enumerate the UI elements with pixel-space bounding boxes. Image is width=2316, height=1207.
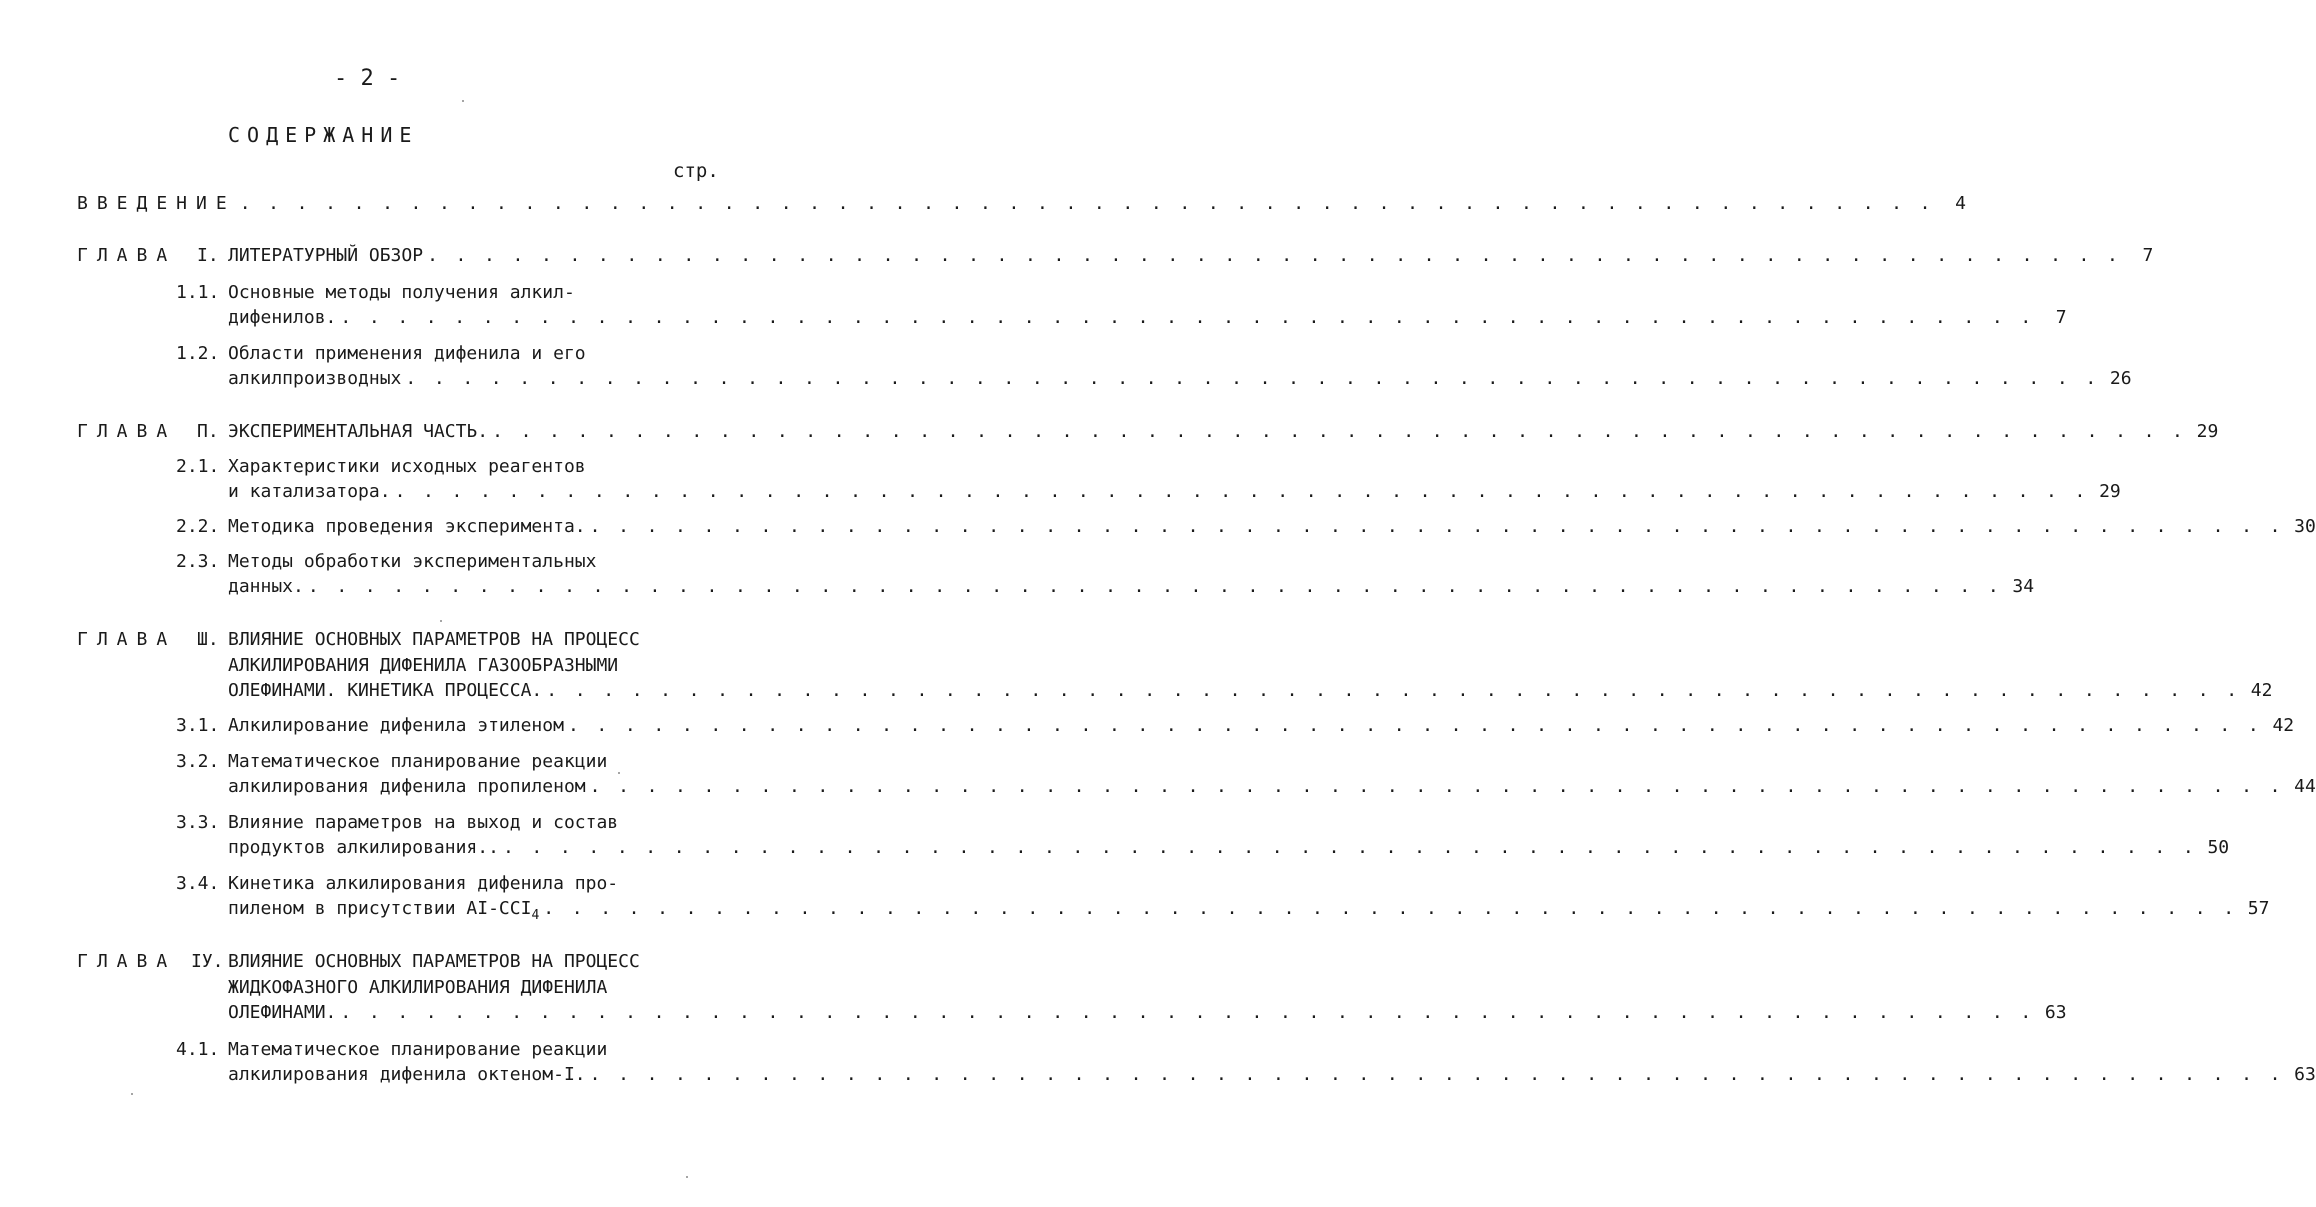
toc-intro-row <box>77 193 1966 219</box>
section-3-4-page: 57 <box>2247 898 2270 919</box>
scan-speck <box>131 1093 133 1095</box>
leader-dots: . . . . . . . . . . . . . . . . . . . . . . . . . . . . . . . . . . . . . . . . . . . . . . . . . . . . . . . . . . . . <box>567 715 2263 736</box>
section-3-4-line-2: пиленом в присутствии AI-CCI <box>228 898 532 919</box>
section-2-1-line-1: Характеристики исходных реагентов <box>228 456 586 477</box>
scan-speck <box>618 772 620 774</box>
section-3-3-line-1: Влияние параметров на выход и состав <box>228 812 619 833</box>
section-1-1-row <box>228 307 2067 333</box>
section-3-3-number: 3.3. <box>176 812 220 833</box>
section-3-1-number: 3.1. <box>176 715 220 736</box>
leader-dots: . . . . . . . . . . . . . . . . . . . . . . . . . . . . . . . . . . . . . . . . . . . . . . . . . . . . . . . . . . . . <box>589 1064 2284 1085</box>
section-2-2-line-1: Методика проведения эксперимента. <box>228 516 586 537</box>
leader-dots: . . . . . . . . . . . . . . . . . . . . . . . . . . . . . . . . . . . . . . . . . . . . . . . . . . . . . . . . . . . . <box>340 307 2035 328</box>
leader-dots: . . . . . . . . . . . . . . . . . . . . . . . . . . . . . . . . . . . . . . . . . . . . . . . . . . . . . . . . . . . . <box>394 481 2089 502</box>
subscript: 4 <box>531 908 540 923</box>
chapter-4-title-line-2: ЖИДКОФАЗНОГО АЛКИЛИРОВАНИЯ ДИФЕНИЛА <box>228 977 608 998</box>
section-3-4-row <box>228 898 2270 924</box>
chapter-2-title: ЭКСПЕРИМЕНТАЛЬНАЯ ЧАСТЬ. <box>228 421 489 442</box>
leader-dots: . . . . . . . . . . . . . . . . . . . . . . . . . . . . . . . . . . . . . . . . . . . . . . . . . . . . . . . . . . . . <box>502 837 2198 858</box>
section-3-3-line-2: продуктов алкилирования.. <box>228 837 499 858</box>
section-3-2-page: 44 <box>2294 776 2316 797</box>
section-2-3-number: 2.3. <box>176 551 220 572</box>
chapter-1-label: ГЛАВА <box>77 245 177 266</box>
intro-label: ВВЕДЕНИЕ <box>77 193 236 214</box>
chapter-4-title-line-3: ОЛЕФИНАМИ. <box>228 1002 337 1023</box>
leader-dots: . . . . . . . . . . . . . . . . . . . . . . . . . . . . . . . . . . . . . . . . . . . . . . . . . . . . . . . . . . . . <box>589 776 2284 797</box>
section-1-2-number: 1.2. <box>176 343 220 364</box>
leader-dots: . . . . . . . . . . . . . . . . . . . . . . . . . . . . . . . . . . . . . . . . . . . . . . . . . . . . . . . . . . . . <box>239 193 1934 214</box>
chapter-3-title-line-2: АЛКИЛИРОВАНИЯ ДИФЕНИЛА ГАЗООБРАЗНЫМИ <box>228 655 619 676</box>
section-2-2-page: 30 <box>2294 516 2316 537</box>
chapter-3-title-line-1: ВЛИЯНИЕ ОСНОВНЫХ ПАРАМЕТРОВ НА ПРОЦЕСС <box>228 629 640 650</box>
section-3-2-number: 3.2. <box>176 751 220 772</box>
chapter-1-title-row <box>228 245 2154 271</box>
section-2-3-line-1: Методы обработки экспериментальных <box>228 551 597 572</box>
chapter-1-page: 7 <box>2142 245 2154 266</box>
section-3-1-page: 42 <box>2272 715 2295 736</box>
intro-page: 4 <box>1955 193 1966 214</box>
scan-speck <box>686 1176 688 1178</box>
chapter-4-title-row <box>228 1002 2067 1028</box>
scan-speck <box>440 620 442 622</box>
page-number: - 2 - <box>334 66 401 91</box>
section-1-1-line-2: дифенилов. <box>228 307 337 328</box>
section-2-3-line-2: данных. <box>228 576 304 597</box>
section-3-2-row <box>228 776 2316 802</box>
chapter-4-page: 63 <box>2044 1002 2067 1023</box>
leader-dots: . . . . . . . . . . . . . . . . . . . . . . . . . . . . . . . . . . . . . . . . . . . . . . . . . . . . . . . . . . . . <box>543 898 2238 919</box>
chapter-2-label: ГЛАВА <box>77 421 177 442</box>
chapter-2-number: П. <box>197 421 219 442</box>
section-3-1-row <box>228 715 2295 741</box>
chapter-4-number: IУ. <box>191 951 224 972</box>
section-3-4-line-1: Кинетика алкилирования дифенила про- <box>228 873 619 894</box>
scan-speck <box>462 100 464 102</box>
leader-dots: . . . . . . . . . . . . . . . . . . . . . . . . . . . . . . . . . . . . . . . . . . . . . . . . . . . . . . . . . . . . <box>589 516 2284 537</box>
page-column-label: стр. <box>673 160 719 182</box>
section-2-3-page: 34 <box>2012 576 2035 597</box>
section-3-4-number: 3.4. <box>176 873 220 894</box>
chapter-3-title-line-3: ОЛЕФИНАМИ. КИНЕТИКА ПРОЦЕССА. <box>228 680 543 701</box>
toc-title: СОДЕРЖАНИЕ <box>228 123 419 147</box>
chapter-2-page: 29 <box>2196 421 2219 442</box>
leader-dots: . . . . . . . . . . . . . . . . . . . . . . . . . . . . . . . . . . . . . . . . . . . . . . . . . . . . . . . . . . . . <box>546 680 2241 701</box>
section-1-1-line-1: Основные методы получения алкил- <box>228 282 575 303</box>
section-3-4-line-2-wrap <box>228 898 539 923</box>
section-2-1-page: 29 <box>2099 481 2121 502</box>
section-2-1-row <box>228 481 2121 507</box>
leader-dots: . . . . . . . . . . . . . . . . . . . . . . . . . . . . . . . . . . . . . . . . . . . . . . . . . . . . . . . . . . . . <box>427 245 2122 266</box>
section-1-1-number: 1.1. <box>176 282 220 303</box>
section-4-1-line-2: алкилирования дифенила октеном-I. <box>228 1064 586 1085</box>
section-1-1-page: 7 <box>2055 307 2067 328</box>
section-3-3-page: 50 <box>2207 837 2230 858</box>
section-3-3-row <box>228 837 2230 863</box>
section-4-1-number: 4.1. <box>176 1039 220 1060</box>
leader-dots: . . . . . . . . . . . . . . . . . . . . . . . . . . . . . . . . . . . . . . . . . . . . . . . . . . . . . . . . . . . . <box>405 368 2100 389</box>
section-4-1-row <box>228 1064 2316 1090</box>
section-4-1-page: 63 <box>2294 1064 2316 1085</box>
section-4-1-line-1: Математическое планирование реакции <box>228 1039 608 1060</box>
leader-dots: . . . . . . . . . . . . . . . . . . . . . . . . . . . . . . . . . . . . . . . . . . . . . . . . . . . . . . . . . . . . <box>340 1002 2035 1023</box>
chapter-3-title-row <box>228 680 2273 706</box>
section-3-1-line-1: Алкилирование дифенила этиленом <box>228 715 564 736</box>
section-1-2-line-1: Области применения дифенила и его <box>228 343 586 364</box>
chapter-1-number: I. <box>197 245 219 266</box>
chapter-1-title: ЛИТЕРАТУРНЫЙ ОБЗОР <box>228 245 424 266</box>
section-3-2-line-2: алкилирования дифенила пропиленом <box>228 776 586 797</box>
section-2-1-line-2: и катализатора. <box>228 481 391 502</box>
section-1-2-line-2: алкилпроизводных <box>228 368 402 389</box>
chapter-3-number: Ш. <box>197 629 219 650</box>
chapter-4-label: ГЛАВА <box>77 951 177 972</box>
chapter-4-title-line-1: ВЛИЯНИЕ ОСНОВНЫХ ПАРАМЕТРОВ НА ПРОЦЕСС <box>228 951 640 972</box>
chapter-2-title-row <box>228 421 2219 447</box>
section-2-3-row <box>228 576 2035 602</box>
leader-dots: . . . . . . . . . . . . . . . . . . . . . . . . . . . . . . . . . . . . . . . . . . . . . . . . . . . . . . . . . . . . <box>307 576 2003 597</box>
section-1-2-row <box>228 368 2132 394</box>
section-3-2-line-1: Математическое планирование реакции <box>228 751 608 772</box>
section-2-2-row <box>228 516 2316 542</box>
chapter-3-label: ГЛАВА <box>77 629 177 650</box>
chapter-3-page: 42 <box>2250 680 2273 701</box>
section-1-2-page: 26 <box>2109 368 2132 389</box>
section-2-1-number: 2.1. <box>176 456 220 477</box>
leader-dots: . . . . . . . . . . . . . . . . . . . . . . . . . . . . . . . . . . . . . . . . . . . . . . . . . . . . . . . . . . . . <box>492 421 2187 442</box>
section-2-2-number: 2.2. <box>176 516 220 537</box>
